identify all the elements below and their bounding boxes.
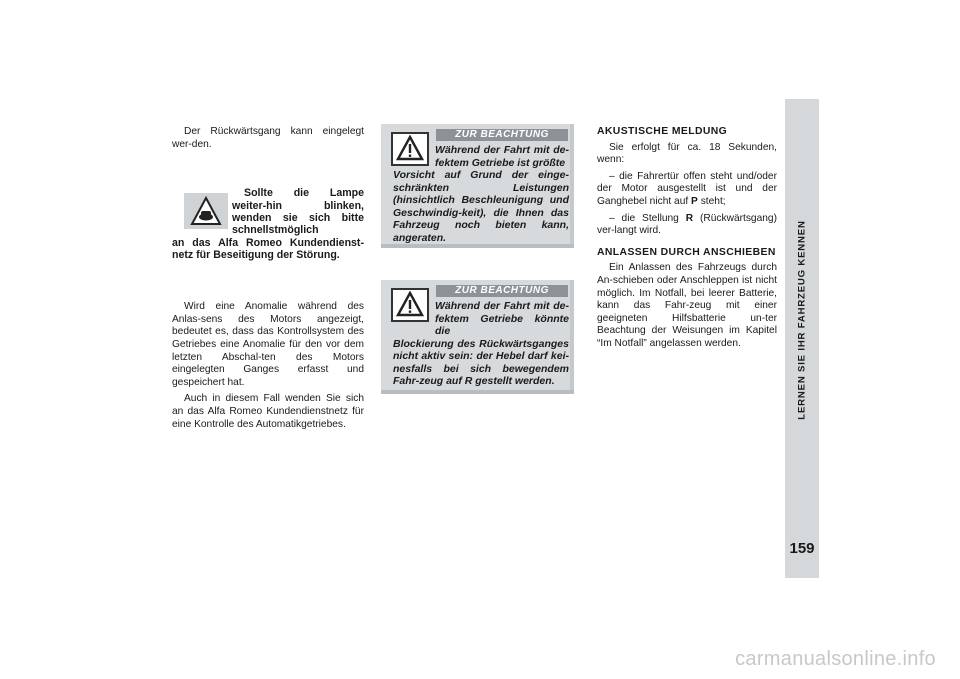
warning-box-1 <box>381 124 574 248</box>
gear-p: P <box>691 195 698 207</box>
service-paragraph: Auch in diesem Fall wenden Sie sich an das Alfa Romeo Kundendienstnetz für eine Kontrolle des Automatikgetriebes. <box>172 393 364 430</box>
caution-text-lead: Sollte die Lampe weiter-hin blinken, wenden sie sich bitte schnellstmöglich <box>232 187 364 237</box>
caution-note <box>172 187 364 262</box>
section-heading-acoustic: AKUSTISCHE MELDUNG <box>597 126 728 137</box>
push-start-paragraph: Ein Anlassen des Fahrzeugs durch An-schieben oder Anschleppen ist nicht möglich. Im Notfall, bei leerer Batterie, kann das Fahr-zeug mit einer geeigneten Hilfsbatterie un-ter Beachtung der Weisungen im Kapitel “Im Notfall” angelassen werden. <box>597 262 777 349</box>
condition-text-end: steht; <box>700 195 726 207</box>
condition-text-end: (Rückwärtsgang) ver-langt wird. <box>597 212 777 237</box>
condition-text: – die Fahrertür offen steht und/oder der Motor ausgestellt ist und der Ganghebel nicht auf <box>597 170 777 207</box>
left-column <box>172 126 364 431</box>
warning-text <box>393 300 569 388</box>
warning-header: ZUR BEACHTUNG <box>436 129 568 141</box>
caution-icon <box>184 193 228 229</box>
page-number: 159 <box>789 540 815 557</box>
chapter-label-text: LERNEN SIE IHR FAHRZEUG KENNEN <box>796 220 808 420</box>
watermark: carmanualsonline.info <box>735 648 936 670</box>
warning-text-lead: Während der Fahrt mit de-fektem Getriebe könnte die <box>435 300 569 337</box>
warning-box-2 <box>381 280 574 394</box>
acoustic-intro: Sie erfolgt für ca. 18 Sekunden, wenn: <box>597 141 777 166</box>
anomaly-paragraph: Wird eine Anomalie während des Anlas-sens des Motors angezeigt, bedeutet es, dass das Kontrollsystem des Getriebes eine Anomalie für den vor dem letzten Abschal-ten des Motors eingelegten Ganges erfasst und gespeichert hat. <box>172 301 364 388</box>
warning-text <box>393 144 569 244</box>
caution-text-rest: an das Alfa Romeo Kundendienst-netz für Beseitigung der Störung. <box>172 236 364 262</box>
acoustic-condition-2 <box>597 213 777 238</box>
condition-text: – die Stellung <box>609 212 679 224</box>
right-column <box>597 126 777 355</box>
acoustic-condition-1 <box>597 171 777 209</box>
intro-paragraph: Der Rückwärtsgang kann eingelegt wer-den. <box>172 126 364 150</box>
section-heading-push-start: ANLASSEN DURCH ANSCHIEBEN <box>597 246 776 258</box>
warning-text-rest: Blockierung des Rückwärtsganges nicht aktiv sein: der Hebel darf kei-nesfalls bei sich bewegendem Fahr-zeug auf R gestellt werden. <box>393 337 569 387</box>
warning-text-lead: Während der Fahrt mit de-fektem Getriebe ist größte <box>435 144 569 169</box>
warning-header: ZUR BEACHTUNG <box>436 285 568 297</box>
gear-r: R <box>685 212 694 224</box>
warning-text-rest: Vorsicht auf Grund der einge-schränkten Leistungen (hinsichtlich Beschleunigung und Geschwindig-keit), die Ihnen das Fahrzeug noch bieten kann, angeraten. <box>393 169 569 244</box>
